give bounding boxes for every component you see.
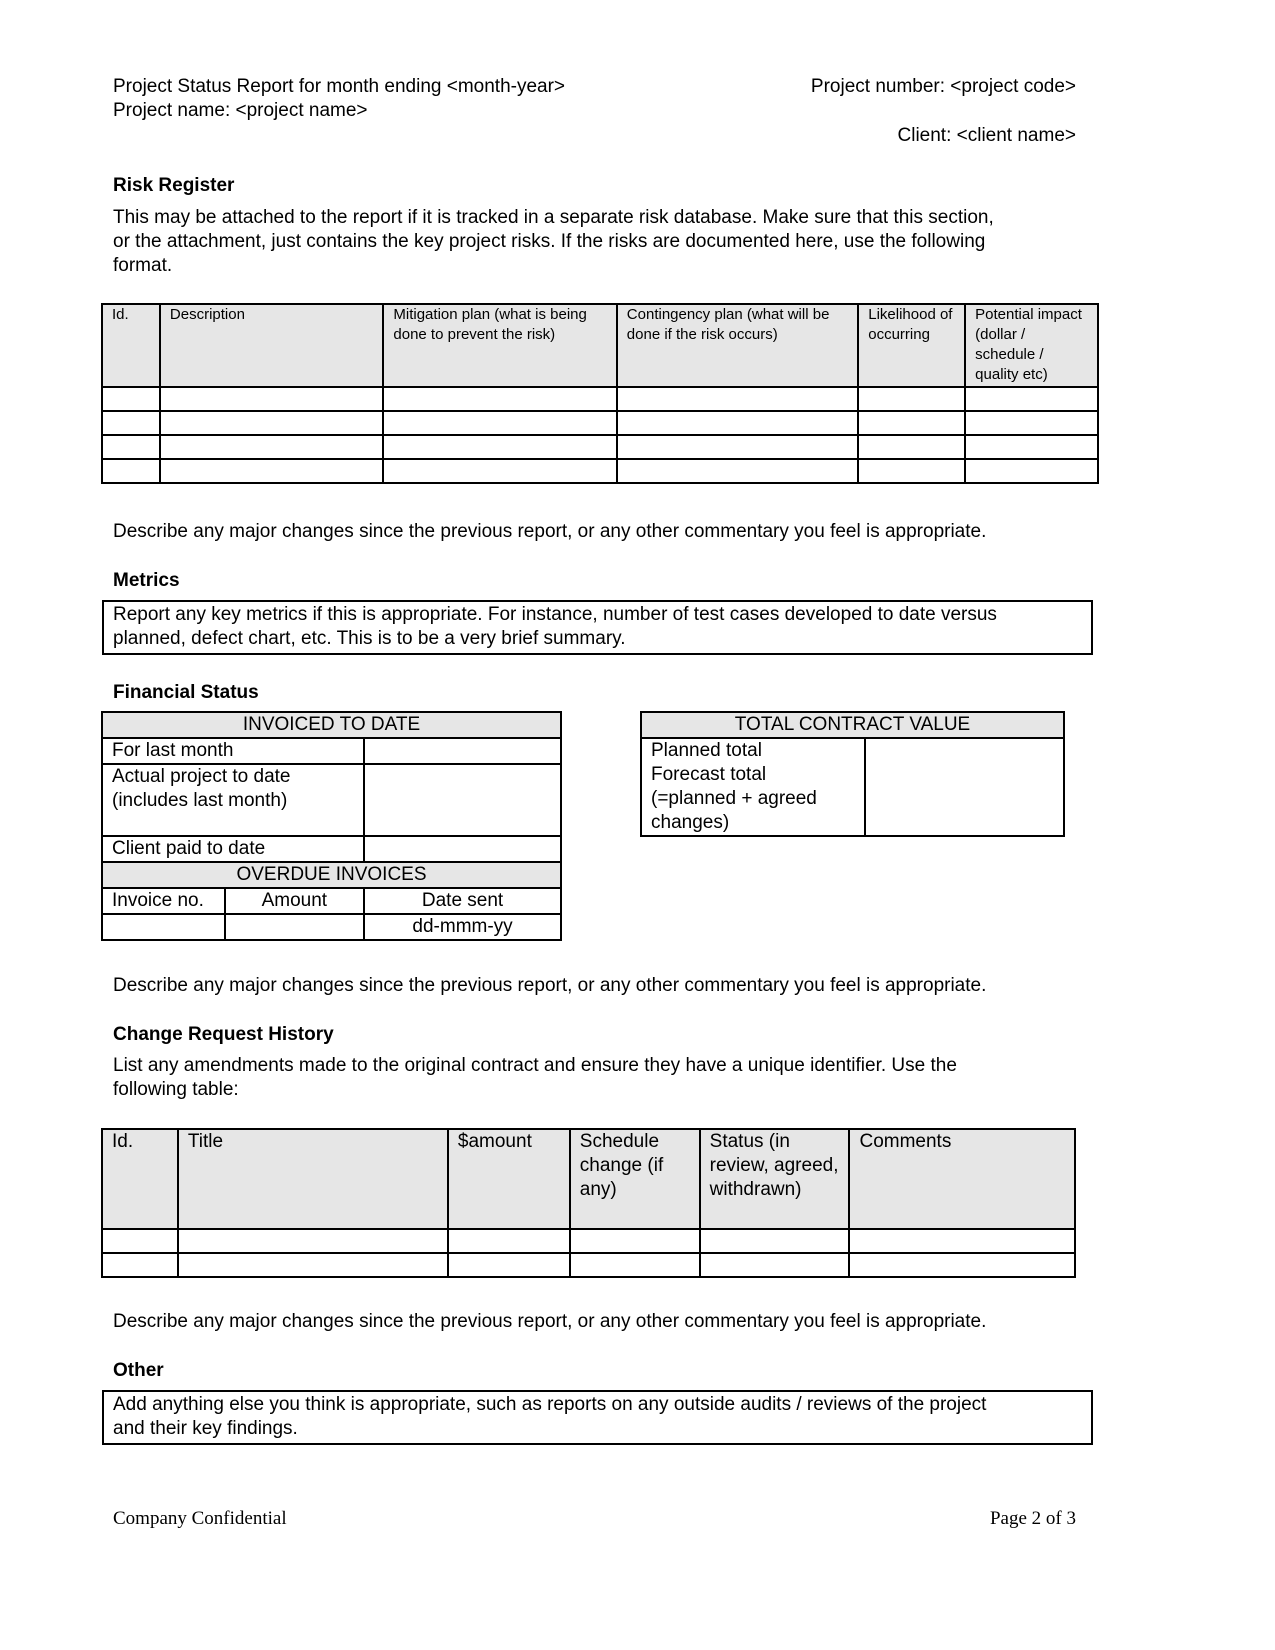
other-text-line-1: Add anything else you think is appropriate, such as reports on any outside audits / reviews of the project xyxy=(113,1394,987,1415)
cr-col-amount: $amount xyxy=(448,1129,570,1229)
risk-cell[interactable] xyxy=(160,435,383,459)
risk-commentary: Describe any major changes since the previous report, or any other commentary you feel is appropriate. xyxy=(113,521,987,542)
actual-to-date-line-2: (includes last month) xyxy=(112,790,288,811)
cr-cell[interactable] xyxy=(448,1229,570,1253)
cr-cell[interactable] xyxy=(448,1253,570,1277)
risk-intro-line-3: format. xyxy=(113,255,173,276)
financial-commentary: Describe any major changes since the previous report, or any other commentary you feel is appropriate. xyxy=(113,975,987,996)
risk-register-heading: Risk Register xyxy=(113,175,235,196)
change-request-heading: Change Request History xyxy=(113,1024,334,1045)
invoice-no-value[interactable] xyxy=(102,914,225,940)
risk-cell[interactable] xyxy=(102,435,160,459)
project-name: Project name: <project name> xyxy=(113,100,368,121)
other-heading: Other xyxy=(113,1360,164,1381)
risk-cell[interactable] xyxy=(617,387,858,411)
change-request-table xyxy=(101,1128,1076,1278)
invoiced-title: INVOICED TO DATE xyxy=(102,712,561,738)
invoiced-to-date-table xyxy=(101,711,562,941)
risk-row xyxy=(102,435,1098,459)
change-commentary: Describe any major changes since the previous report, or any other commentary you feel is appropriate. xyxy=(113,1311,987,1332)
risk-cell[interactable] xyxy=(858,387,965,411)
risk-cell[interactable] xyxy=(965,459,1098,483)
footer-confidential: Company Confidential xyxy=(113,1508,287,1529)
cr-cell[interactable] xyxy=(102,1229,178,1253)
cr-row xyxy=(102,1253,1075,1277)
client-paid-value[interactable] xyxy=(364,836,561,862)
contract-title: TOTAL CONTRACT VALUE xyxy=(641,712,1064,738)
risk-cell[interactable] xyxy=(965,435,1098,459)
cr-cell[interactable] xyxy=(570,1229,700,1253)
risk-cell[interactable] xyxy=(858,459,965,483)
cr-cell[interactable] xyxy=(849,1253,1075,1277)
cr-cell[interactable] xyxy=(102,1253,178,1277)
risk-cell[interactable] xyxy=(383,387,616,411)
actual-to-date-label xyxy=(102,764,364,836)
cr-cell[interactable] xyxy=(700,1229,850,1253)
risk-cell[interactable] xyxy=(383,435,616,459)
risk-cell[interactable] xyxy=(858,435,965,459)
risk-cell[interactable] xyxy=(383,459,616,483)
other-box[interactable] xyxy=(102,1390,1093,1445)
risk-cell[interactable] xyxy=(102,459,160,483)
cr-col-id: Id. xyxy=(102,1129,178,1229)
cr-cell[interactable] xyxy=(849,1229,1075,1253)
actual-to-date-line-1: Actual project to date xyxy=(112,766,291,787)
risk-cell[interactable] xyxy=(383,411,616,435)
risk-cell[interactable] xyxy=(160,411,383,435)
metrics-heading: Metrics xyxy=(113,570,180,591)
risk-col-description: Description xyxy=(160,304,383,387)
risk-col-contingency: Contingency plan (what will be done if the risk occurs) xyxy=(617,304,858,387)
risk-col-id: Id. xyxy=(102,304,160,387)
overdue-title: OVERDUE INVOICES xyxy=(102,862,561,888)
other-text-line-2: and their key findings. xyxy=(113,1418,298,1439)
risk-cell[interactable] xyxy=(858,411,965,435)
metrics-text-line-1: Report any key metrics if this is appropriate. For instance, number of test cases developed to date versus xyxy=(113,604,997,625)
for-last-month-label: For last month xyxy=(102,738,364,764)
risk-col-mitigation: Mitigation plan (what is being done to prevent the risk) xyxy=(383,304,616,387)
cr-row xyxy=(102,1229,1075,1253)
project-number: Project number: <project code> xyxy=(810,76,1076,97)
actual-to-date-value[interactable] xyxy=(364,764,561,836)
for-last-month-value[interactable] xyxy=(364,738,561,764)
risk-cell[interactable] xyxy=(160,459,383,483)
metrics-box[interactable] xyxy=(102,600,1093,655)
forecast-total-label: Forecast total xyxy=(651,764,767,785)
risk-col-likelihood: Likelihood of occurring xyxy=(858,304,965,387)
date-sent-value[interactable]: dd-mmm-yy xyxy=(364,914,561,940)
client-paid-label: Client paid to date xyxy=(102,836,364,862)
change-intro-line-1: List any amendments made to the original contract and ensure they have a unique identifier. Use the xyxy=(113,1055,957,1076)
risk-cell[interactable] xyxy=(617,411,858,435)
contract-labels xyxy=(641,738,865,836)
risk-cell[interactable] xyxy=(965,387,1098,411)
planned-total-label: Planned total xyxy=(651,740,762,761)
risk-cell[interactable] xyxy=(617,459,858,483)
total-contract-value-table xyxy=(640,711,1065,837)
amount-value[interactable] xyxy=(225,914,365,940)
financial-heading: Financial Status xyxy=(113,682,259,703)
date-sent-header: Date sent xyxy=(364,888,561,914)
metrics-text-line-2: planned, defect chart, etc. This is to be a very brief summary. xyxy=(113,628,626,649)
risk-row xyxy=(102,459,1098,483)
forecast-note-line-1: (=planned + agreed xyxy=(651,788,817,809)
risk-col-impact: Potential impact (dollar / schedule / quality etc) xyxy=(965,304,1098,387)
risk-cell[interactable] xyxy=(965,411,1098,435)
risk-intro-line-1: This may be attached to the report if it is tracked in a separate risk database. Make sure that this section, xyxy=(113,207,994,228)
cr-col-status: Status (in review, agreed, withdrawn) xyxy=(700,1129,850,1229)
forecast-note-line-2: changes) xyxy=(651,812,730,833)
invoice-no-header: Invoice no. xyxy=(102,888,225,914)
cr-cell[interactable] xyxy=(700,1253,850,1277)
risk-row xyxy=(102,411,1098,435)
risk-cell[interactable] xyxy=(102,387,160,411)
cr-col-schedule: Schedule change (if any) xyxy=(570,1129,700,1229)
report-title: Project Status Report for month ending <month-year> xyxy=(113,76,566,97)
cr-cell[interactable] xyxy=(178,1229,448,1253)
client-name: Client: <client name> xyxy=(897,125,1076,146)
footer-page-number: Page 2 of 3 xyxy=(989,1508,1076,1529)
cr-cell[interactable] xyxy=(570,1253,700,1277)
cr-col-comments: Comments xyxy=(849,1129,1075,1229)
change-intro-line-2: following table: xyxy=(113,1079,239,1100)
cr-cell[interactable] xyxy=(178,1253,448,1277)
cr-col-title: Title xyxy=(178,1129,448,1229)
risk-row xyxy=(102,387,1098,411)
risk-cell[interactable] xyxy=(102,411,160,435)
contract-values[interactable] xyxy=(865,738,1064,836)
amount-header: Amount xyxy=(225,888,365,914)
risk-cell[interactable] xyxy=(617,435,858,459)
risk-cell[interactable] xyxy=(160,387,383,411)
risk-register-table xyxy=(101,303,1099,484)
risk-intro-line-2: or the attachment, just contains the key project risks. If the risks are documented here, use the following xyxy=(113,231,986,252)
